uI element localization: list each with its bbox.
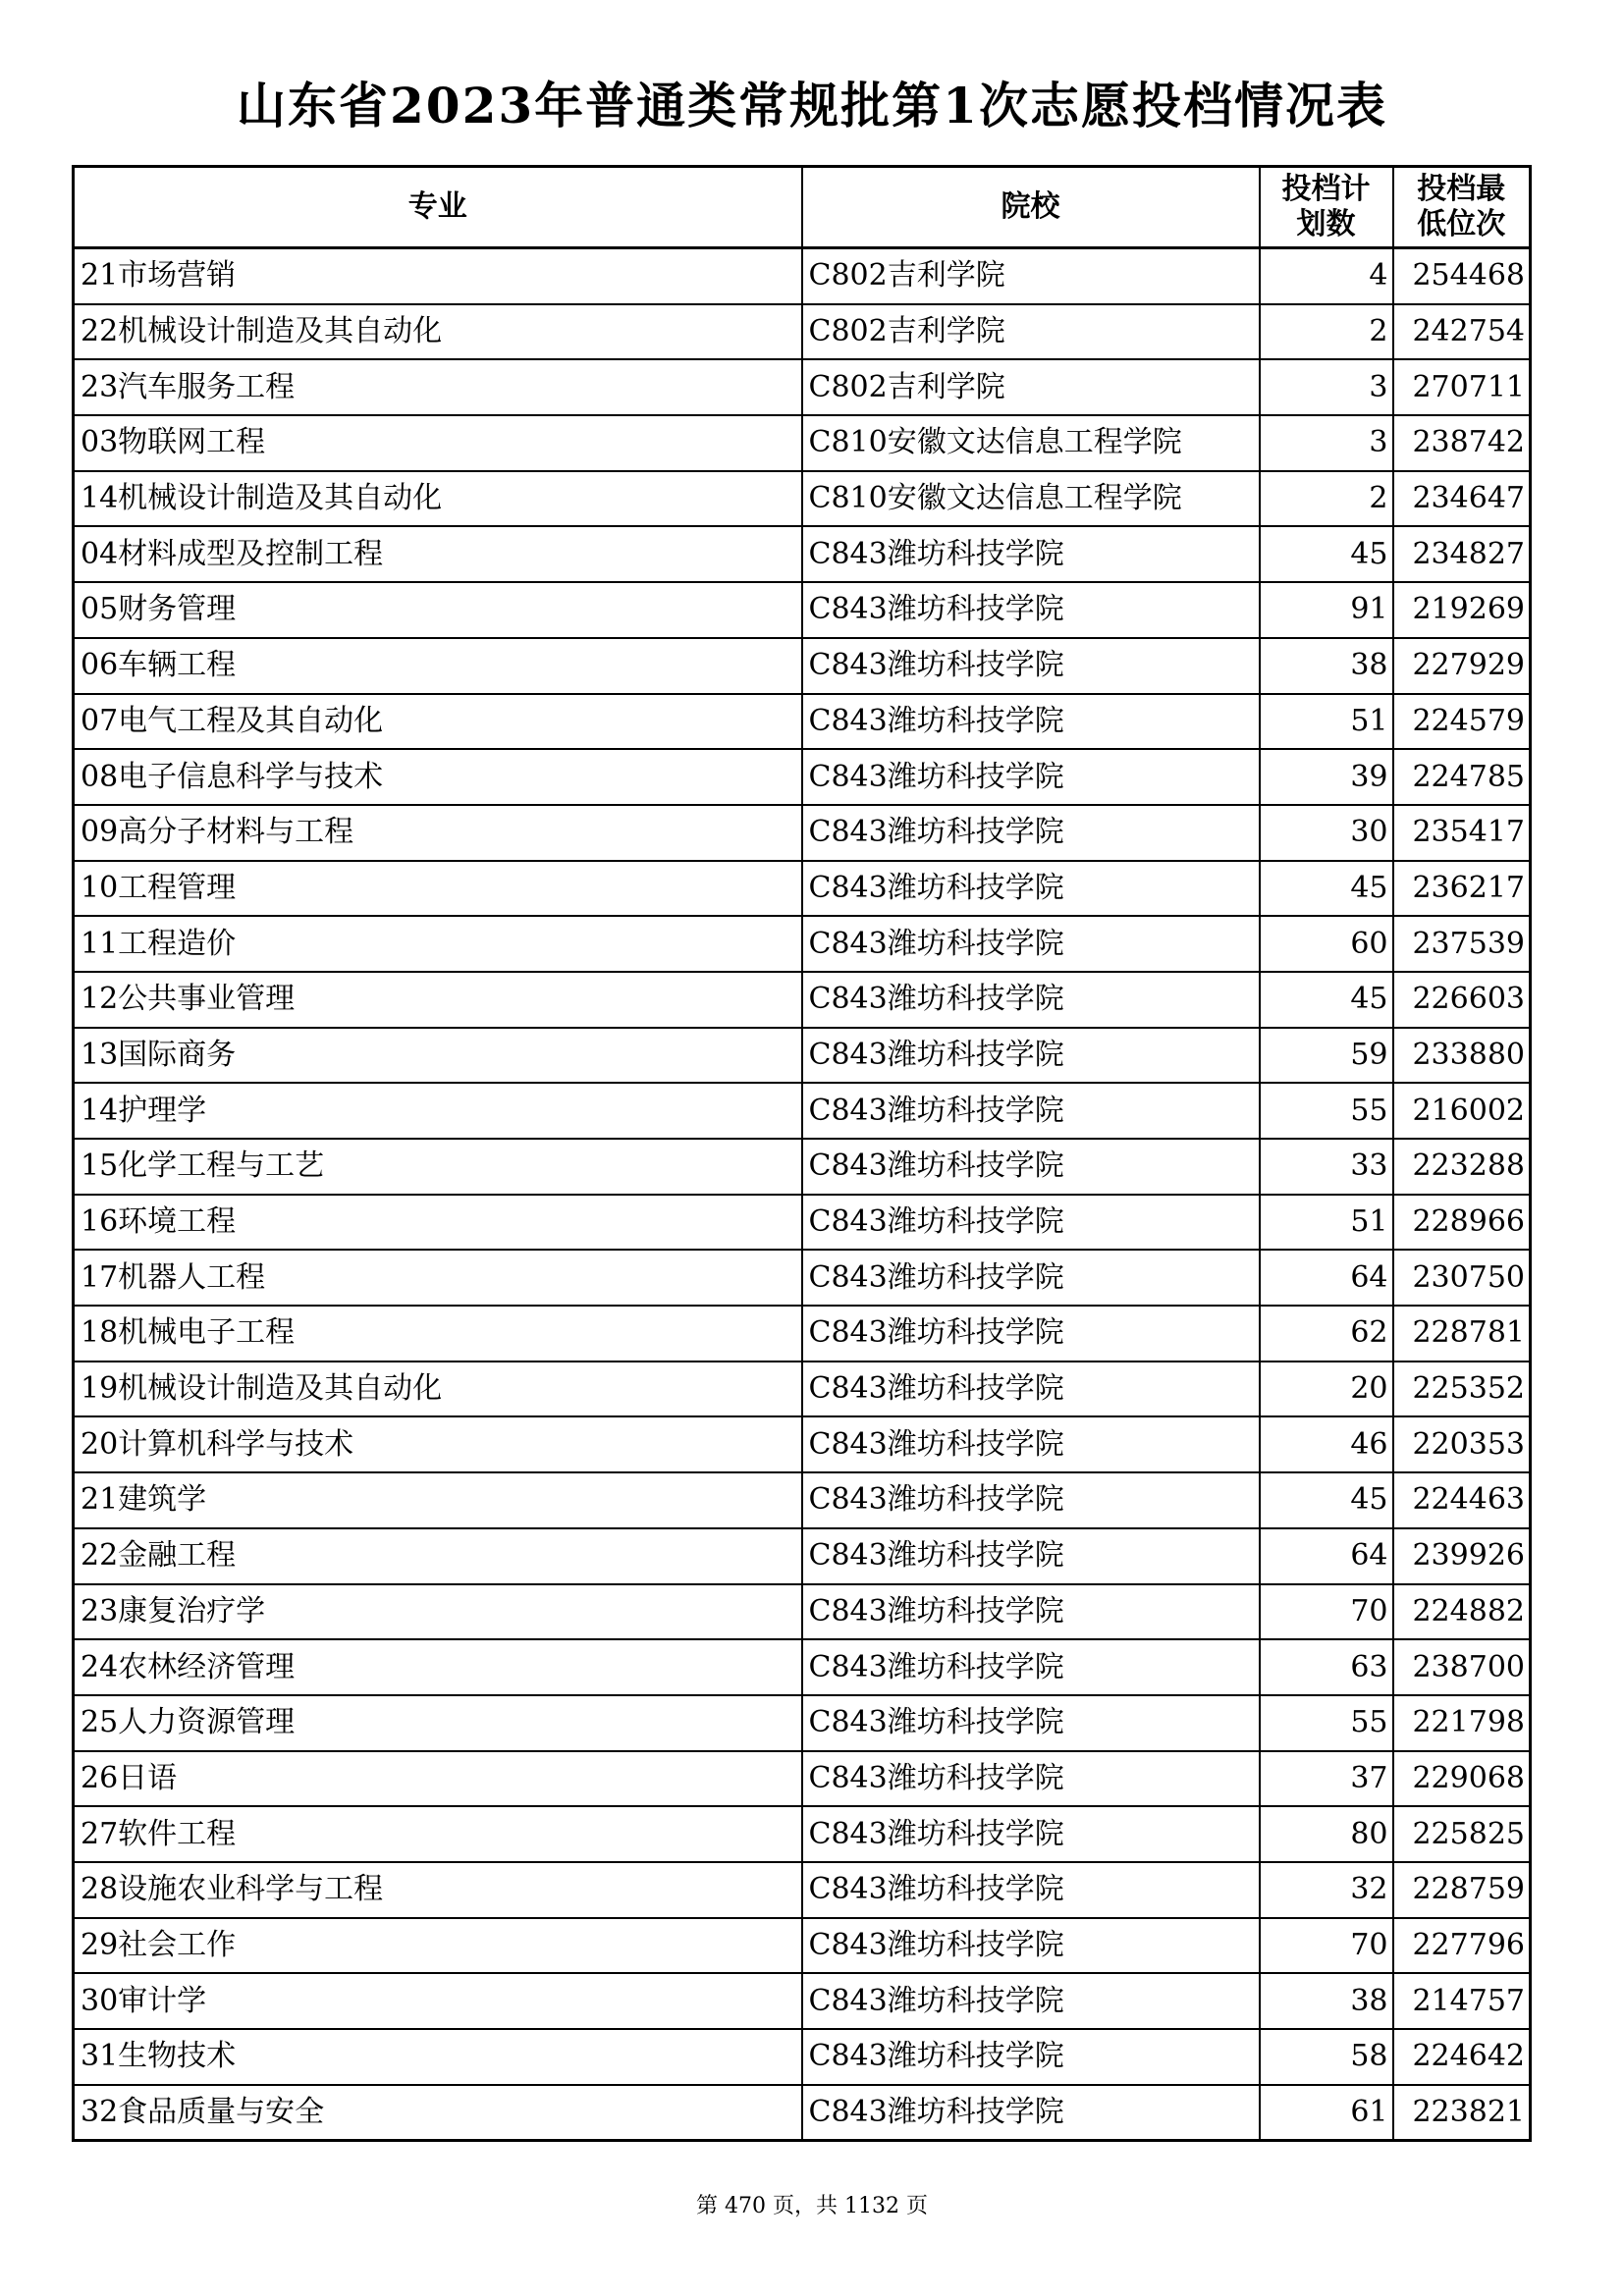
cell-min-rank: 223288 [1393, 1139, 1531, 1195]
cell-school: C843潍坊科技学院 [802, 861, 1260, 917]
cell-major: 14机械设计制造及其自动化 [74, 471, 802, 527]
cell-school: C843潍坊科技学院 [802, 1751, 1260, 1807]
cell-min-rank: 229068 [1393, 1751, 1531, 1807]
cell-school: C843潍坊科技学院 [802, 1028, 1260, 1084]
cell-min-rank: 216002 [1393, 1083, 1531, 1139]
cell-min-rank: 227796 [1393, 1918, 1531, 1974]
cell-school: C843潍坊科技学院 [802, 1528, 1260, 1584]
cell-plan: 39 [1260, 749, 1393, 805]
table-body [74, 248, 1531, 2141]
cell-school: C843潍坊科技学院 [802, 2085, 1260, 2141]
cell-school: C843潍坊科技学院 [802, 1195, 1260, 1251]
cell-school: C843潍坊科技学院 [802, 1362, 1260, 1417]
table-row [74, 471, 1531, 527]
cell-min-rank: 242754 [1393, 304, 1531, 360]
column-header-major: 专业 [74, 167, 802, 248]
cell-plan: 4 [1260, 248, 1393, 304]
table-row [74, 1250, 1531, 1306]
cell-school: C843潍坊科技学院 [802, 805, 1260, 861]
table-row [74, 304, 1531, 360]
cell-school: C843潍坊科技学院 [802, 1806, 1260, 1862]
page-title: 山东省2023年普通类常规批第1次志愿投档情况表 [237, 77, 1387, 134]
cell-plan: 64 [1260, 1528, 1393, 1584]
table-row [74, 972, 1531, 1028]
table-row [74, 1416, 1531, 1472]
cell-min-rank: 234647 [1393, 471, 1531, 527]
table-row [74, 1083, 1531, 1139]
cell-school: C843潍坊科技学院 [802, 749, 1260, 805]
cell-school: C843潍坊科技学院 [802, 526, 1260, 582]
cell-plan: 32 [1260, 1862, 1393, 1918]
cell-school: C843潍坊科技学院 [802, 1306, 1260, 1362]
table-row [74, 1584, 1531, 1640]
table-row [74, 1918, 1531, 1974]
table-row [74, 359, 1531, 415]
cell-major: 26日语 [74, 1751, 802, 1807]
cell-school: C843潍坊科技学院 [802, 1918, 1260, 1974]
table-row [74, 749, 1531, 805]
cell-major: 12公共事业管理 [74, 972, 802, 1028]
cell-school: C843潍坊科技学院 [802, 638, 1260, 694]
cell-school: C802吉利学院 [802, 304, 1260, 360]
table-row [74, 1362, 1531, 1417]
cell-major: 30审计学 [74, 1973, 802, 2029]
cell-plan: 30 [1260, 805, 1393, 861]
cell-major: 21建筑学 [74, 1472, 802, 1528]
cell-min-rank: 219269 [1393, 582, 1531, 638]
table-row [74, 582, 1531, 638]
cell-plan: 64 [1260, 1250, 1393, 1306]
cell-school: C843潍坊科技学院 [802, 916, 1260, 972]
cell-plan: 70 [1260, 1584, 1393, 1640]
table-row [74, 1751, 1531, 1807]
cell-major: 28设施农业科学与工程 [74, 1862, 802, 1918]
cell-min-rank: 225825 [1393, 1806, 1531, 1862]
table-row [74, 1028, 1531, 1084]
cell-school: C843潍坊科技学院 [802, 582, 1260, 638]
cell-min-rank: 214757 [1393, 1973, 1531, 2029]
table-row [74, 1139, 1531, 1195]
cell-major: 25人力资源管理 [74, 1695, 802, 1751]
table-header-row [74, 167, 1531, 248]
cell-school: C843潍坊科技学院 [802, 1139, 1260, 1195]
cell-school: C810安徽文达信息工程学院 [802, 471, 1260, 527]
cell-plan: 51 [1260, 1195, 1393, 1251]
cell-plan: 55 [1260, 1695, 1393, 1751]
cell-major: 22机械设计制造及其自动化 [74, 304, 802, 360]
column-header-min-rank: 投档最低位次 [1393, 167, 1531, 248]
cell-min-rank: 235417 [1393, 805, 1531, 861]
cell-plan: 59 [1260, 1028, 1393, 1084]
cell-plan: 37 [1260, 1751, 1393, 1807]
cell-plan: 80 [1260, 1806, 1393, 1862]
cell-plan: 45 [1260, 861, 1393, 917]
page-footer: 第 470 页，共 1132 页 [696, 2194, 928, 2218]
cell-min-rank: 238700 [1393, 1639, 1531, 1695]
cell-plan: 70 [1260, 1918, 1393, 1974]
cell-plan: 2 [1260, 471, 1393, 527]
column-header-school: 院校 [802, 167, 1260, 248]
cell-min-rank: 236217 [1393, 861, 1531, 917]
cell-min-rank: 228781 [1393, 1306, 1531, 1362]
cell-plan: 45 [1260, 1472, 1393, 1528]
cell-min-rank: 239926 [1393, 1528, 1531, 1584]
cell-school: C843潍坊科技学院 [802, 1472, 1260, 1528]
cell-major: 16环境工程 [74, 1195, 802, 1251]
table-row [74, 694, 1531, 750]
cell-min-rank: 223821 [1393, 2085, 1531, 2141]
table-row [74, 1806, 1531, 1862]
cell-school: C843潍坊科技学院 [802, 2029, 1260, 2085]
cell-min-rank: 224579 [1393, 694, 1531, 750]
cell-major: 23康复治疗学 [74, 1584, 802, 1640]
cell-major: 08电子信息科学与技术 [74, 749, 802, 805]
cell-school: C802吉利学院 [802, 359, 1260, 415]
cell-min-rank: 233880 [1393, 1028, 1531, 1084]
cell-school: C802吉利学院 [802, 248, 1260, 304]
table-row [74, 1528, 1531, 1584]
cell-major: 14护理学 [74, 1083, 802, 1139]
table-row [74, 2085, 1531, 2141]
cell-min-rank: 234827 [1393, 526, 1531, 582]
cell-min-rank: 228966 [1393, 1195, 1531, 1251]
cell-school: C843潍坊科技学院 [802, 1973, 1260, 2029]
table-row [74, 638, 1531, 694]
cell-major: 21市场营销 [74, 248, 802, 304]
cell-school: C843潍坊科技学院 [802, 1416, 1260, 1472]
table-row [74, 1195, 1531, 1251]
cell-major: 27软件工程 [74, 1806, 802, 1862]
cell-plan: 46 [1260, 1416, 1393, 1472]
cell-plan: 51 [1260, 694, 1393, 750]
cell-school: C843潍坊科技学院 [802, 1862, 1260, 1918]
cell-school: C810安徽文达信息工程学院 [802, 415, 1260, 471]
cell-major: 31生物技术 [74, 2029, 802, 2085]
table-row [74, 861, 1531, 917]
cell-major: 17机器人工程 [74, 1250, 802, 1306]
cell-major: 32食品质量与安全 [74, 2085, 802, 2141]
cell-plan: 38 [1260, 638, 1393, 694]
cell-plan: 60 [1260, 916, 1393, 972]
cell-min-rank: 230750 [1393, 1250, 1531, 1306]
cell-major: 20计算机科学与技术 [74, 1416, 802, 1472]
table-row [74, 415, 1531, 471]
cell-school: C843潍坊科技学院 [802, 1639, 1260, 1695]
admission-table [72, 165, 1532, 2142]
table-row [74, 1306, 1531, 1362]
table-row [74, 1862, 1531, 1918]
table-row [74, 805, 1531, 861]
column-header-plan: 投档计划数 [1260, 167, 1393, 248]
cell-major: 05财务管理 [74, 582, 802, 638]
cell-major: 06车辆工程 [74, 638, 802, 694]
cell-major: 07电气工程及其自动化 [74, 694, 802, 750]
cell-min-rank: 270711 [1393, 359, 1531, 415]
cell-min-rank: 224463 [1393, 1472, 1531, 1528]
cell-plan: 45 [1260, 972, 1393, 1028]
cell-min-rank: 225352 [1393, 1362, 1531, 1417]
cell-plan: 33 [1260, 1139, 1393, 1195]
cell-min-rank: 221798 [1393, 1695, 1531, 1751]
cell-school: C843潍坊科技学院 [802, 1083, 1260, 1139]
cell-plan: 45 [1260, 526, 1393, 582]
table-row [74, 526, 1531, 582]
cell-school: C843潍坊科技学院 [802, 1584, 1260, 1640]
cell-plan: 63 [1260, 1639, 1393, 1695]
cell-major: 10工程管理 [74, 861, 802, 917]
cell-major: 22金融工程 [74, 1528, 802, 1584]
cell-major: 18机械电子工程 [74, 1306, 802, 1362]
cell-min-rank: 220353 [1393, 1416, 1531, 1472]
table-row [74, 248, 1531, 304]
cell-school: C843潍坊科技学院 [802, 972, 1260, 1028]
cell-plan: 58 [1260, 2029, 1393, 2085]
cell-major: 15化学工程与工艺 [74, 1139, 802, 1195]
table-row [74, 1472, 1531, 1528]
cell-min-rank: 254468 [1393, 248, 1531, 304]
cell-min-rank: 224785 [1393, 749, 1531, 805]
cell-min-rank: 224882 [1393, 1584, 1531, 1640]
cell-min-rank: 238742 [1393, 415, 1531, 471]
cell-major: 24农林经济管理 [74, 1639, 802, 1695]
cell-min-rank: 228759 [1393, 1862, 1531, 1918]
cell-plan: 55 [1260, 1083, 1393, 1139]
cell-plan: 3 [1260, 415, 1393, 471]
table-row [74, 916, 1531, 972]
table-row [74, 1695, 1531, 1751]
table-row [74, 1639, 1531, 1695]
table-row [74, 1973, 1531, 2029]
cell-plan: 91 [1260, 582, 1393, 638]
table-row [74, 2029, 1531, 2085]
cell-min-rank: 224642 [1393, 2029, 1531, 2085]
cell-school: C843潍坊科技学院 [802, 694, 1260, 750]
cell-min-rank: 226603 [1393, 972, 1531, 1028]
cell-plan: 2 [1260, 304, 1393, 360]
cell-plan: 61 [1260, 2085, 1393, 2141]
cell-plan: 62 [1260, 1306, 1393, 1362]
cell-major: 03物联网工程 [74, 415, 802, 471]
cell-school: C843潍坊科技学院 [802, 1695, 1260, 1751]
cell-major: 29社会工作 [74, 1918, 802, 1974]
cell-plan: 38 [1260, 1973, 1393, 2029]
cell-plan: 20 [1260, 1362, 1393, 1417]
cell-min-rank: 227929 [1393, 638, 1531, 694]
cell-min-rank: 237539 [1393, 916, 1531, 972]
cell-major: 13国际商务 [74, 1028, 802, 1084]
cell-major: 19机械设计制造及其自动化 [74, 1362, 802, 1417]
cell-major: 11工程造价 [74, 916, 802, 972]
cell-plan: 3 [1260, 359, 1393, 415]
cell-major: 09高分子材料与工程 [74, 805, 802, 861]
cell-major: 04材料成型及控制工程 [74, 526, 802, 582]
cell-school: C843潍坊科技学院 [802, 1250, 1260, 1306]
cell-major: 23汽车服务工程 [74, 359, 802, 415]
